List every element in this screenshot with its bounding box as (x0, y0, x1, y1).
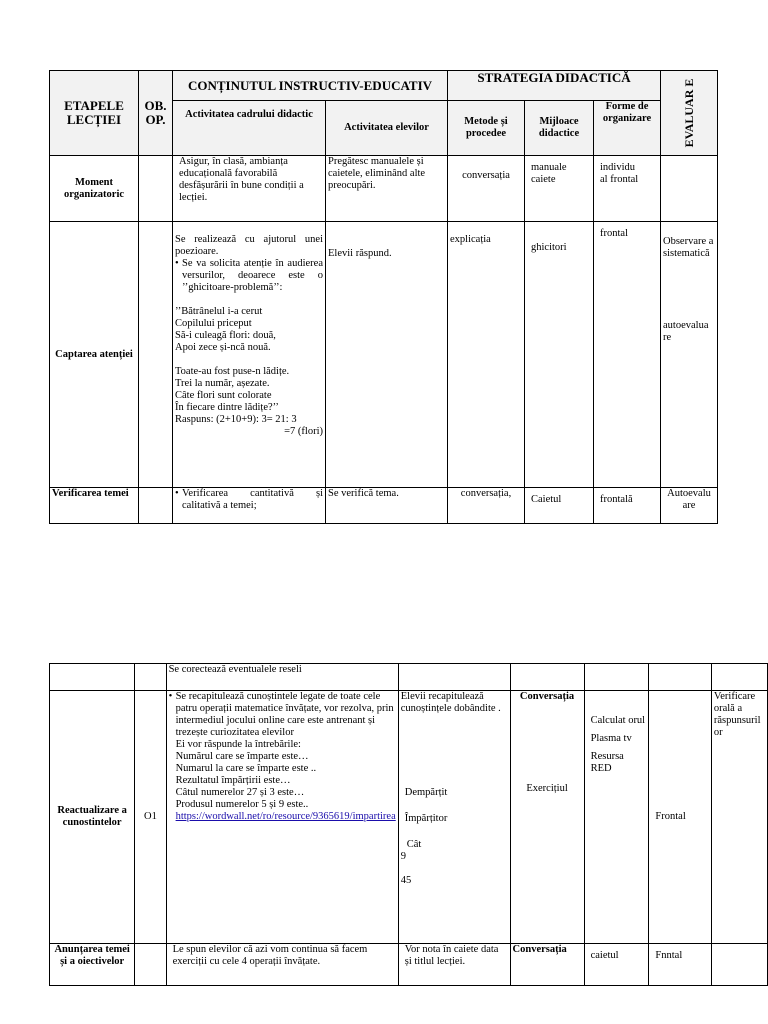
table-row (50, 222, 718, 488)
teacher-bullet: • Se va solicita atenție în audierea versurilor, deoarece este o ’’ghicitoare-problemă’’: (175, 258, 323, 294)
teacher-questions: Ei vor răspunde la întrebările: Numărul care se împarte este… Numarul la care se împarte este .. Rezultatul împărțirii este… Câtul numerelor 27 și 3 este… Produsul numerelor 5 și 9 este.. (175, 739, 317, 810)
teacher-intro: Se realizează cu ajutorul unei poezioare. (175, 234, 323, 257)
resources-cell: caietul (584, 944, 649, 986)
organization-cell (649, 664, 711, 691)
stage-anuntarea-temei: Anunțarea temei și a oiectivelor (50, 944, 135, 986)
resources-cell (584, 691, 649, 944)
evaluation-cell: Autoevalu are (661, 488, 718, 524)
organization-cell: frontal (594, 222, 661, 488)
obop-cell (135, 944, 166, 986)
evaluation-cell (711, 664, 767, 691)
stage-verificarea-temei: Verificarea temei (50, 488, 139, 524)
riddle-answer: Raspuns: (2+10+9): 3= 21: 3 (175, 414, 297, 425)
obop-cell (135, 664, 166, 691)
methods-cell: Conversația (510, 944, 584, 986)
lesson-plan-table-top (49, 70, 718, 524)
obop-cell (139, 156, 173, 222)
resource-calculator: Calculat orul (590, 715, 646, 726)
teacher-bullet: • Se recapitulează cunoștintele legate de toate cele patru operații matematice învățate, vor rezolva, prin intermediul jocului online care este antrenant și trezește curiozitatea elevilor (169, 691, 396, 739)
methods-cell: explicația (448, 222, 525, 488)
answer-dempartit: Dempărțit (404, 787, 448, 798)
teacher-activity: Le spun elevilor că azi vom continua să facem exerciții cu cele 4 operații învățate. (166, 944, 398, 986)
teacher-activity (173, 222, 326, 488)
resource-red: Resursa RED (590, 751, 624, 774)
organization-cell: individu al frontal (594, 156, 661, 222)
student-intro: Elevii recapitulează cunoștințele dobândite . (400, 691, 501, 714)
teacher-activity: Asigur, în clasă, ambianța educațională favorabilă desfășurării în bune condiții a lecției. (173, 156, 326, 222)
answer-impartitor: Împărțitor (404, 813, 448, 824)
teacher-activity: Se corectează eventualele reseli (166, 664, 398, 691)
student-activity: Vor nota în caiete data și titlul lecției. (398, 944, 510, 986)
methods-cell: conversația (448, 156, 525, 222)
wordwall-link[interactable]: https://wordwall.net/ro/resource/9365619/impartirea (175, 811, 396, 822)
answer-9: 9 (400, 851, 406, 862)
lesson-plan-table-bottom (49, 663, 768, 986)
obop-cell (139, 488, 173, 524)
evaluation-cell (661, 156, 718, 222)
method-conversatia: Conversația (519, 691, 575, 702)
answer-cat: Cât (406, 839, 422, 850)
header-evaluare-cell (661, 71, 718, 156)
header-activitatea-elevilor: Activitatea elevilor (326, 101, 448, 156)
methods-cell: conversația, (448, 488, 525, 524)
header-mijloace: Mijloace didactice (525, 101, 594, 156)
header-continut: CONȚINUTUL INSTRUCTIV-EDUCATIV (173, 71, 448, 101)
header-activitatea-cadrului: Activitatea cadrului didactic (173, 101, 326, 156)
organization-cell: Fnntal (649, 944, 711, 986)
organization-cell: Frontal (649, 691, 711, 944)
header-strategia: STRATEGIA DIDACTICĂ (448, 71, 661, 101)
table-row (50, 944, 768, 986)
obop-cell: O1 (135, 691, 166, 944)
stage-reactualizarea: Reactualizare a cunostintelor (50, 691, 135, 944)
stage-cell (50, 664, 135, 691)
student-activity (398, 691, 510, 944)
resource-plasma: Plasma tv (590, 733, 632, 744)
table-row (50, 156, 718, 222)
resources-cell: manuale caiete (525, 156, 594, 222)
header-metode: Metode și procedee (448, 101, 525, 156)
student-activity: Se verifică tema. (326, 488, 448, 524)
header-obop: OB. OP. (139, 71, 173, 156)
organization-cell: frontală (594, 488, 661, 524)
evaluation-cell: Verificare orală a răspunsuril or (711, 691, 767, 944)
student-activity: Elevii răspund. (326, 222, 448, 488)
obop-cell (139, 222, 173, 488)
method-exercitiul: Exercițiul (526, 783, 568, 794)
resources-cell: ghicitori (525, 222, 594, 488)
riddle-stanza-1: ’’Bătrânelul i-a cerut Copilului priceput Să-i culeagă flori: două, Apoi zece și-ncă nouă. (175, 306, 276, 353)
table-row (50, 664, 768, 691)
header-evaluare: EVALUAR E (682, 78, 696, 148)
teacher-activity (173, 488, 326, 524)
teacher-activity (166, 691, 398, 944)
table-row (50, 488, 718, 524)
evaluation-cell (711, 944, 767, 986)
evaluation-cell (661, 222, 718, 488)
teacher-bullet: • Verificarea cantitativă și calitativă a temei; (175, 488, 323, 512)
stage-moment-organizatoric: Moment organizatoric (50, 156, 139, 222)
riddle-stanza-2: Toate-au fost puse-n lădițe. Trei la număr, așezate. Câte flori sunt colorate În fiecare dintre lădițe?’’ (175, 366, 290, 413)
student-activity: Pregătesc manualele și caietele, eliminând alte preocupări. (326, 156, 448, 222)
riddle-answer-result: =7 (flori) (284, 426, 323, 437)
methods-cell (510, 691, 584, 944)
methods-cell (510, 664, 584, 691)
resources-cell: Caietul (525, 488, 594, 524)
table-row (50, 691, 768, 944)
student-activity (398, 664, 510, 691)
answer-45: 45 (400, 875, 412, 886)
header-etapele: ETAPELE LECȚIEI (50, 71, 139, 156)
header-forme: Forme de organizare (594, 101, 661, 156)
resources-cell (584, 664, 649, 691)
evaluation-autoevaluare: autoevalua re (663, 320, 709, 343)
stage-captarea-atentiei: Captarea atenției (50, 222, 139, 488)
evaluation-observare: Observare a sistematică (663, 236, 714, 259)
teacher-bullets (175, 258, 323, 294)
